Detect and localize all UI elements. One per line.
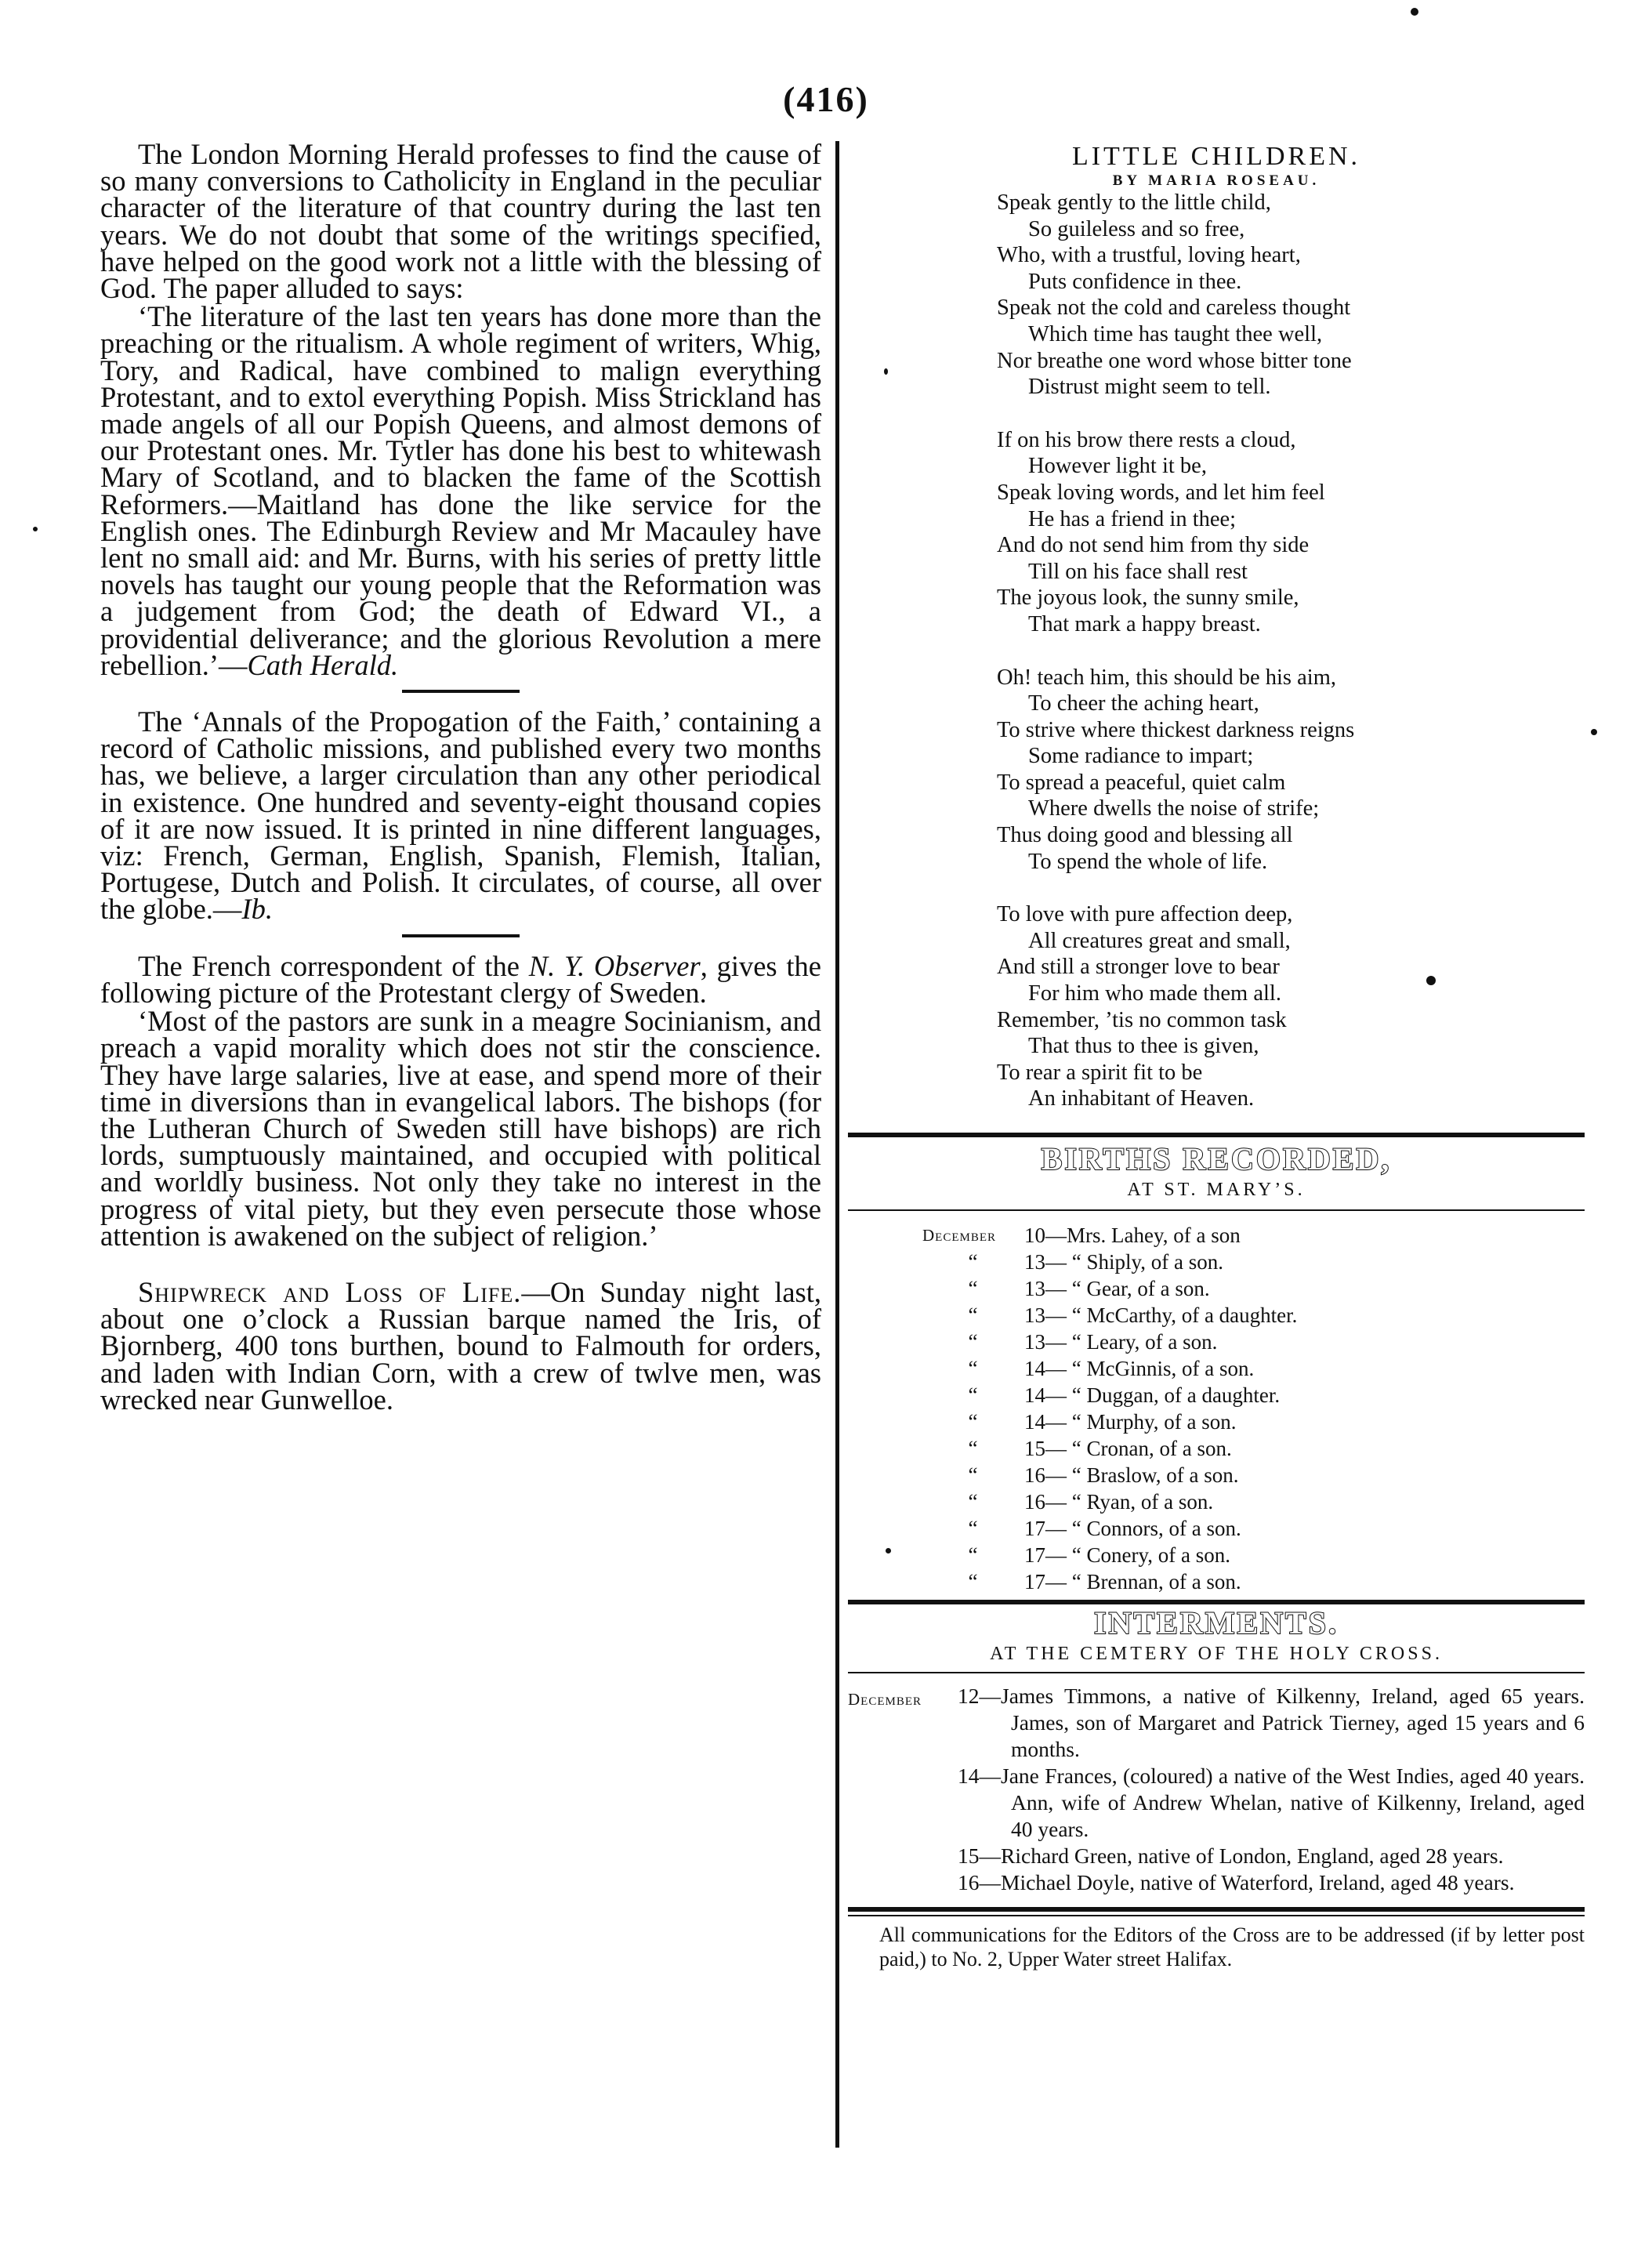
birth-row	[922, 1275, 1585, 1302]
poem-line: He has a friend in thee;	[1028, 506, 1237, 531]
poem-line: To rear a spirit fit to be	[997, 1060, 1203, 1085]
births-subheading: AT ST. MARY’S.	[1127, 1180, 1306, 1200]
page-number: (416)	[783, 79, 869, 119]
birth-row	[922, 1408, 1585, 1435]
poem-line: Speak not the cold and careless thought	[997, 295, 1351, 321]
ink-speck	[1591, 729, 1597, 735]
birth-entry: 17— “ Conery, of a son.	[1024, 1543, 1230, 1567]
ditto-mark: “	[968, 1250, 979, 1274]
sweden-intro-text-end: , gives the following picture of the Protestant clergy of Sweden.	[100, 949, 822, 1009]
poem-line: For him who made them all.	[1028, 981, 1281, 1006]
interments-list	[848, 1683, 1585, 1896]
ink-speck	[33, 527, 38, 531]
poem-line: If on his brow there rests a cloud,	[997, 427, 1296, 452]
birth-entry: 14— “ Murphy, of a son.	[1024, 1410, 1237, 1434]
births-heading: BIRTHS RECORDED,	[1041, 1141, 1392, 1176]
poem-line: Speak loving words, and let him feel	[997, 480, 1325, 505]
sweden-intro-text: The French correspondent of the	[138, 949, 529, 982]
interment-entry: 14—Jane Frances, (coloured) a native of the West Indies, aged 40 years. Ann, wife of Andrew Whelan, native of Kilkenny, Ireland, aged 40 years.	[958, 1764, 1585, 1841]
ditto-mark: “	[968, 1463, 979, 1487]
poem-line: Nor breathe one word whose bitter tone	[997, 348, 1352, 373]
birth-row	[922, 1568, 1585, 1595]
interment-row	[848, 1683, 1585, 1896]
interments-subheading: AT THE CEMTERY OF THE HOLY CROSS.	[990, 1644, 1443, 1664]
poem-stanza	[997, 190, 1585, 401]
poem-line: To love with pure affection deep,	[997, 902, 1293, 927]
shipwreck-text: —On Sunday night last, about one o’clock a Russian barque named the Iris, of Bjornberg, 400 tons burthen, bound to Falmouth for orders, and laden with Indian Corn, with a crew of twlve men, was wrecked near Gunwelloe.	[100, 1275, 822, 1416]
birth-entry: 16— “ Braslow, of a son.	[1024, 1463, 1239, 1487]
interments-heading: INTERMENTS.	[1094, 1605, 1339, 1640]
editors-notice: All communications for the Editors of the Cross are to be addressed (if by letter post paid,) to No. 2, Upper Water street Halifax.	[879, 1923, 1585, 1970]
poem-line: All creatures great and small,	[1028, 928, 1291, 953]
poem-line: Where dwells the noise of strife;	[1028, 796, 1320, 821]
birth-row	[922, 1542, 1585, 1568]
birth-entry: 17— “ Connors, of a son.	[1024, 1517, 1241, 1540]
birth-row	[922, 1329, 1585, 1355]
birth-entry: 13— “ Gear, of a son.	[1024, 1277, 1210, 1300]
birth-entry: 14— “ Duggan, of a daughter.	[1024, 1383, 1281, 1407]
poem-line: To spend the whole of life.	[1028, 849, 1268, 874]
ditto-mark: “	[968, 1303, 979, 1327]
birth-row	[922, 1435, 1585, 1462]
poem-line: And do not send him from thy side	[997, 533, 1310, 558]
poem-stanza	[997, 427, 1585, 638]
birth-month: December	[922, 1226, 997, 1245]
poem-stanza	[997, 665, 1585, 876]
sweden-intro-paper: N. Y. Observer	[528, 949, 701, 982]
birth-row	[922, 1249, 1585, 1275]
article-annals	[100, 705, 821, 926]
poem-title: LITTLE CHILDREN.	[1071, 142, 1361, 171]
interment-entry: 15—Richard Green, native of London, England, aged 28 years.	[958, 1844, 1504, 1868]
poem-line: Speak gently to the little child,	[997, 190, 1271, 215]
annals-text: The ‘Annals of the Propogation of the Faith,’ containing a record of Catholic missions, and published every two months has, we believe, a larger circulation than any other periodical in existence. One hundred and seventy-eight thousand copies of it are now issued. It is printed in nine different languages, viz: French, German, English, Spanish, Flemish, Italian, Portugese, Dutch and Polish. It circulates, of course, all over the globe.—	[100, 705, 821, 926]
birth-row	[922, 1462, 1585, 1488]
poem-line: An inhabitant of Heaven.	[1028, 1086, 1255, 1111]
poem-line: The joyous look, the sunny smile,	[997, 586, 1299, 611]
birth-entry: 10—Mrs. Lahey, of a son	[1024, 1224, 1241, 1247]
poem-line: To cheer the aching heart,	[1028, 691, 1259, 716]
poem-line: Oh! teach him, this should be his aim,	[997, 665, 1336, 690]
sweden-quote: ‘Most of the pastors are sunk in a meagre Socinianism, and preach a vapid morality which does not stir the conscience. They have large salaries, live at ease, and spend more of their time in diversions than in evangelical labors. The bishops (for the Lutheran Church of Sweden still have bishops) are rich lords, sumptuously maintained, and occupied with political and worldly business. Not only they take no interest in the progress of vital piety, but they even persecute those whose attention is awakened on the subject of religion.’	[100, 1005, 821, 1252]
shipwreck-heading: Shipwreck and Loss of Life.	[138, 1275, 522, 1308]
poem-line: Remember, ’tis no common task	[997, 1007, 1287, 1032]
poem-line: To strive where thickest darkness reigns	[997, 717, 1355, 742]
ink-speck	[884, 368, 888, 375]
ditto-mark: “	[968, 1277, 979, 1300]
interment-entries	[958, 1683, 1585, 1896]
ditto-mark: “	[968, 1570, 979, 1593]
birth-row	[922, 1382, 1585, 1408]
poem-line: Some radiance to impart;	[1028, 744, 1254, 769]
poem-author: BY MARIA ROSEAU.	[1112, 172, 1321, 189]
ink-speck	[886, 1548, 891, 1553]
article-morning-herald: The London Morning Herald professes to find the cause of so many conversions to Catholicity in England in the peculiar character of the literature of that country during the last ten years. We do not doubt that some of the writings specified, have helped on the good work not a little with the blessing of God. The paper alluded to says:	[100, 138, 821, 305]
birth-entry: 13— “ Leary, of a son.	[1024, 1330, 1218, 1354]
article-shipwreck	[100, 1275, 822, 1416]
poem-line: And still a stronger love to bear	[997, 955, 1280, 980]
poem-line: So guileless and so free,	[1028, 216, 1245, 241]
ditto-mark: “	[968, 1543, 979, 1567]
herald-quote-text: ‘The literature of the last ten years has done more than the preaching or the ritualism. A whole regiment of writers, Whig, Tory, and Radical, have combined to malign everything Protestant, and to extol everything Popish. Miss Strickland has made angels of all our Popish Queens, and almost demons of our Protestant ones. Mr. Tytler has done his best to whitewash Mary of Scotland, and to blacken the fame of the Scottish Reformers.—Maitland has done the like service for the English ones. The Edinburgh Review and Mr Macauley have lent no small aid: and Mr. Burns, with his series of pretty little novels has taught our young people that the Reformation was a judgement from God; the death of Edward VI., a providential deliverance; and the glorious Revolution a mere rebellion.’—	[100, 300, 821, 681]
birth-row	[922, 1488, 1585, 1515]
right-column	[848, 141, 1585, 1971]
poem-line: Puts confidence in thee.	[1028, 269, 1242, 294]
left-column	[100, 138, 822, 1416]
poem-line: Who, with a trustful, loving heart,	[997, 243, 1301, 268]
poem-line: Which time has taught thee well,	[1028, 321, 1323, 346]
ditto-mark: “	[968, 1490, 979, 1514]
birth-entry: 13— “ Shiply, of a son.	[1024, 1250, 1223, 1274]
poem-line: Till on his face shall rest	[1028, 559, 1248, 584]
poem-line: Thus doing good and blessing all	[997, 823, 1293, 848]
interment-entry: 12—James Timmons, a native of Kilkenny, Ireland, aged 65 years. James, son of Margaret and Patrick Tierney, aged 15 years and 6 months.	[958, 1684, 1585, 1761]
herald-quote	[100, 300, 821, 681]
birth-entry: 14— “ McGinnis, of a son.	[1024, 1357, 1255, 1380]
article-sweden-intro	[100, 949, 822, 1009]
births-list	[922, 1222, 1585, 1595]
poem-body	[997, 190, 1585, 1112]
ditto-mark: “	[968, 1357, 979, 1380]
article-divider	[402, 934, 520, 937]
interment-entry: 16—Michael Doyle, native of Waterford, Ireland, aged 48 years.	[958, 1870, 1515, 1894]
ink-speck	[1411, 8, 1418, 16]
herald-quote-source: Cath Herald.	[247, 648, 399, 681]
poem-line: To spread a peaceful, quiet calm	[997, 770, 1286, 795]
ditto-mark: “	[968, 1330, 979, 1354]
poem-line: That mark a happy breast.	[1028, 611, 1261, 636]
poem-line: That thus to thee is given,	[1028, 1034, 1259, 1059]
ditto-mark: “	[968, 1517, 979, 1540]
column-rule	[835, 141, 839, 2148]
poem-line: However light it be,	[1028, 454, 1207, 479]
annals-source: Ib.	[241, 893, 273, 926]
birth-row	[922, 1302, 1585, 1329]
ditto-mark: “	[968, 1437, 979, 1460]
article-divider	[402, 690, 520, 693]
birth-entry: 17— “ Brennan, of a son.	[1024, 1570, 1241, 1593]
ditto-mark: “	[968, 1383, 979, 1407]
ditto-mark: “	[968, 1410, 979, 1434]
poem-stanza	[997, 901, 1585, 1112]
ink-speck	[1426, 976, 1436, 985]
interment-month: December	[848, 1690, 922, 1709]
poem-line: Distrust might seem to tell.	[1028, 375, 1271, 400]
birth-row	[922, 1355, 1585, 1382]
birth-row	[922, 1515, 1585, 1542]
birth-entry: 16— “ Ryan, of a son.	[1024, 1490, 1214, 1514]
birth-row	[922, 1222, 1585, 1249]
birth-entry: 13— “ McCarthy, of a daughter.	[1024, 1303, 1298, 1327]
birth-entry: 15— “ Cronan, of a son.	[1024, 1437, 1232, 1460]
